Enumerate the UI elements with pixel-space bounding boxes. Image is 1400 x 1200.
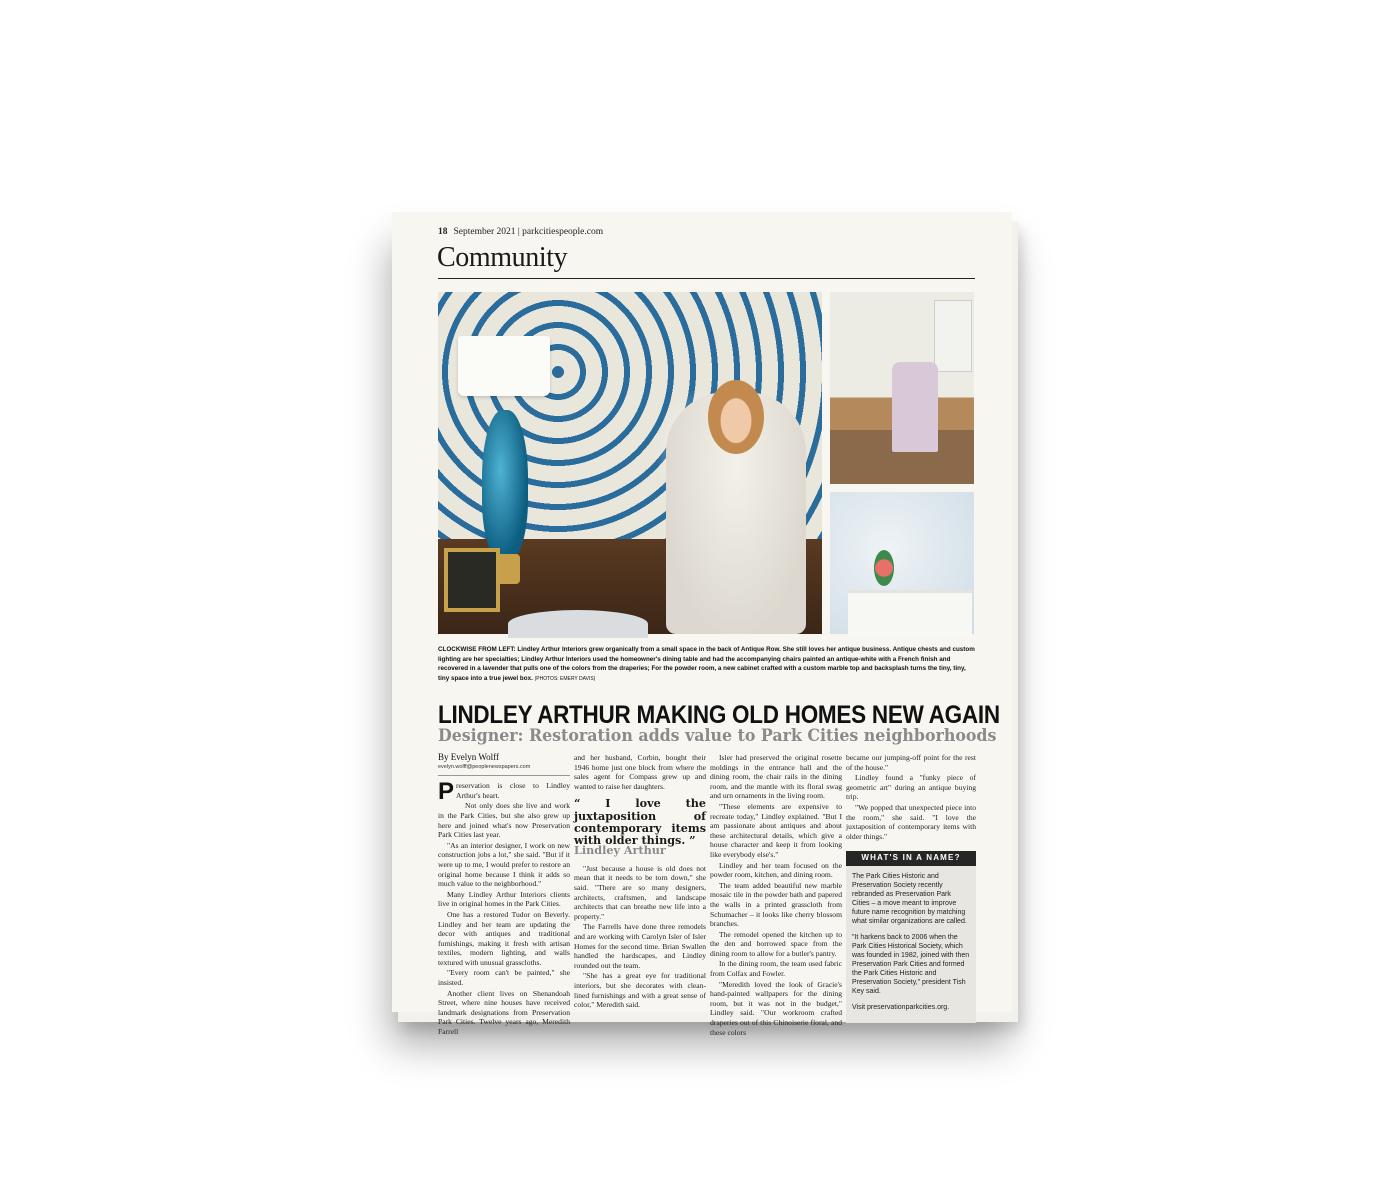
column-3 bbox=[710, 753, 842, 1038]
headline: LINDLEY ARTHUR MAKING OLD HOMES NEW AGAIN bbox=[438, 701, 1000, 729]
lavender-chair bbox=[892, 362, 938, 452]
sidebar-body bbox=[846, 866, 976, 1023]
paragraph: "We popped that unexpected piece into the room," she said. "I love the juxtaposition of contemporary items with older things." bbox=[846, 802, 976, 841]
pull-quote-attribution: Lindley Arthur bbox=[574, 843, 666, 858]
sidebar-paragraph: "It harkens back to 2006 when the Park Cities Historical Society, which was founded in 1982, joined with then Preservation Park Cities and formed the Park Cities Historic and Preservation Society," president Tish Key said. bbox=[852, 933, 970, 995]
lamp-base bbox=[482, 410, 528, 560]
paragraph: "As an interior designer, I work on new construction jobs a lot," she said. "But if it were up to me, I would prefer to restore an original home because I think it adds so much value to the neighborhood." bbox=[438, 840, 570, 889]
paragraph: The team added beautiful new marble mosaic tile in the powder bath and papered the walls in a printed grasscloth from Schumacher – it looks like cherry blossom branches. bbox=[710, 880, 842, 929]
lead-paragraph: Preservation is close to Lindley Arthur's heart. bbox=[438, 778, 570, 806]
paragraph: Many Lindley Arthur Interiors clients live in original homes in the Park Cities. bbox=[438, 889, 570, 909]
sink-cabinet bbox=[848, 590, 972, 637]
date-site: September 2021 | parkcitiespeople.com bbox=[453, 227, 604, 237]
paragraph: In the dining room, the team used fabric from Colfax and Fowler. bbox=[710, 959, 842, 979]
dining-room-photo bbox=[830, 292, 974, 484]
paragraph: The remodel opened the kitchen up to the den and borrowed space from the dining room to allow for a butler's pantry. bbox=[710, 929, 842, 958]
paragraph: "These elements are expensive to recreate today," Lindley explained. "But I am passionate about antiques and about these architectural details, which give a house character and keep it from looking like everybody else's." bbox=[710, 801, 842, 859]
photo-caption: CLOCKWISE FROM LEFT: Lindley Arthur Interiors grew organically from a small space in the back of Antique Row. She still loves her antique business. Antique chests and custom lighting are her specialties; Lindley Arthur Interiors used the homeowner's dining table and had the accompanying chairs painted an antique-white with a French finish and recovered in a lavender that pulls one of the colors from the draperies; For the powder room, a new cabinet crafted with a custom marble top and backsplash turns the tiny, tiny, tiny space into a true jewel box. (PHOTOS: EMERY DAVIS) bbox=[438, 646, 975, 682]
paragraph: Another client lives on Shenandoah Street, where nine houses have received landmark designations from Preservation Park Cities. Twelve years ago, Meredith Farrell bbox=[438, 988, 570, 1037]
author-email: evelyn.wolff@peoplenewspapers.com bbox=[438, 763, 570, 777]
powder-room-photo bbox=[830, 492, 974, 634]
section-title: Community bbox=[437, 242, 568, 273]
pull-quote-text: I love the juxtaposition of contemporary items with older things. bbox=[574, 796, 706, 847]
paragraph: "Just because a house is old does not mean that it needs to be torn down," she said. "There are so many designers, architects, craftsmen, and landscape architects that can breathe new life into a property." bbox=[574, 863, 706, 921]
byline: By Evelyn Wolff bbox=[438, 752, 499, 762]
deck: Designer: Restoration adds value to Park Cities neighborhoods bbox=[438, 726, 997, 746]
paragraph: Not only does she live and work in the Park Cities, but she also grew up here and joined what's now Preservation Park Cities last year. bbox=[438, 801, 570, 840]
folio bbox=[438, 227, 603, 237]
column-4 bbox=[846, 753, 976, 1023]
paragraph: Lindley found a "funky piece of geometric art" during an antique buying trip. bbox=[846, 773, 976, 802]
paragraph: and her husband, Corbin, bought their 1946 home just one block from where the sales agent for Compass grew up and wanted to raise her daughters. bbox=[574, 753, 706, 791]
paragraph: One has a restored Tudor on Beverly. Lindley and her team are updating the decor with antiques and traditional furnishings, making it fresh with artisan textiles, modern lighting, and walls textured with unusual grasscloths. bbox=[438, 909, 570, 967]
pull-quote: “ I love the juxtaposition of contemporary items with older things. ” Lindley Arthur bbox=[574, 796, 706, 858]
main-photo bbox=[438, 292, 822, 634]
paragraph: Lindley and her team focused on the powder room, kitchen, and dining room. bbox=[710, 860, 842, 880]
newspaper-page bbox=[392, 212, 1012, 1037]
section-rule bbox=[438, 278, 975, 279]
lamp-shade bbox=[458, 336, 550, 396]
paragraph: became our jumping-off point for the rest of the house." bbox=[846, 753, 976, 772]
paragraph: "Meredith loved the look of Gracie's hand-painted wallpapers for the dining room, but it was not in the budget," Lindley said. "Our workroom crafted draperies out of this Chinoiserie floral, and these colors bbox=[710, 979, 842, 1037]
sidebar-link[interactable]: Visit preservationparkcities.org. bbox=[852, 1003, 950, 1011]
sidebar-box bbox=[846, 851, 976, 1023]
sidebar-title: WHAT'S IN A NAME? bbox=[846, 851, 976, 866]
drop-cap: P bbox=[438, 778, 455, 806]
column-1 bbox=[438, 753, 570, 1038]
photo-credit: (PHOTOS: EMERY DAVIS) bbox=[534, 675, 596, 682]
paragraph: The Farrells have done three remodels and are working with Carolyn Isler of Isler Homes for the second time. Brian Swallen handled the hardscapes, and Lindley rounded out the team. bbox=[574, 922, 706, 970]
column-2 bbox=[574, 753, 706, 1011]
paragraph: "Every room can't be painted," she insisted. bbox=[438, 968, 570, 988]
paragraph: "She has a great eye for traditional interiors, but she decorates with clean-lined furnishings and with a great sense of color," Meredith said. bbox=[574, 971, 706, 1010]
framed-art bbox=[444, 548, 500, 612]
paragraph: Isler had preserved the original rosette moldings in the entrance hall and the dining room, the chair rails in the dining room, and the mantle with its floral swag and urn ornaments in the living room. bbox=[710, 753, 842, 801]
page-number: 18 bbox=[438, 227, 448, 237]
round-table bbox=[508, 610, 648, 638]
sidebar-paragraph: The Park Cities Historic and Preservation Society recently rebranded as Preservation Park Cities – a move meant to improve future name recognition by matching what similar organizations are called. bbox=[852, 872, 967, 925]
